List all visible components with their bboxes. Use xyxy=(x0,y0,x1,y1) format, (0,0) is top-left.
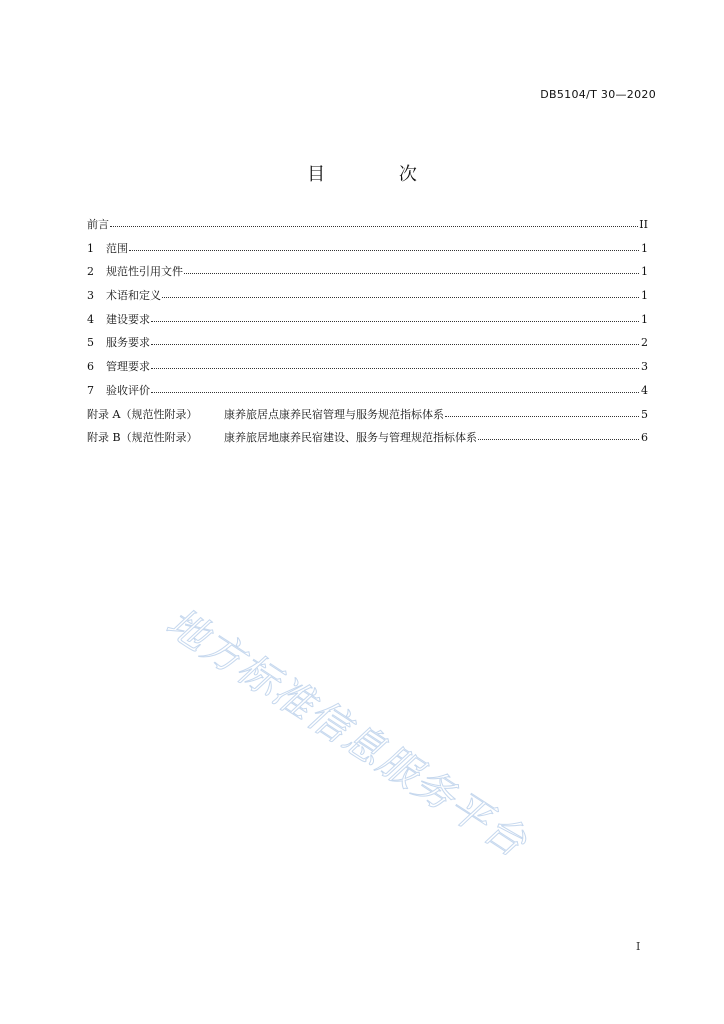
toc-entry-number: 5 xyxy=(87,336,94,350)
toc-entry-annex-b[interactable] xyxy=(87,430,648,454)
table-of-contents xyxy=(87,217,648,454)
toc-entry-page: II xyxy=(639,218,648,231)
page-number: I xyxy=(636,940,641,953)
toc-entry-number: 4 xyxy=(87,312,94,326)
toc-entry-number: 7 xyxy=(87,383,94,397)
toc-leader-dots xyxy=(151,358,639,369)
toc-leader-dots xyxy=(129,240,639,251)
watermark: 地方标准信息服务平台 xyxy=(158,599,536,867)
toc-entry-page: 6 xyxy=(641,431,648,445)
toc-entry-text: 验收评价 xyxy=(106,383,150,397)
toc-entry-text: 术语和定义 xyxy=(106,289,161,303)
page-title: 目 次 xyxy=(307,164,451,185)
toc-entry-page: 4 xyxy=(641,383,648,397)
toc-entry-page: 1 xyxy=(641,312,648,326)
toc-entry-page: 1 xyxy=(641,241,648,255)
toc-entry-annex-a[interactable] xyxy=(87,407,648,431)
toc-entry-text: 服务要求 xyxy=(106,336,150,350)
toc-entry-text: 前言 xyxy=(87,218,109,231)
toc-entry-text: 康养旅居点康养民宿管理与服务规范指标体系 xyxy=(224,407,444,421)
toc-leader-dots xyxy=(151,334,639,345)
toc-entry-1[interactable] xyxy=(87,241,648,265)
toc-entry-number: 6 xyxy=(87,360,94,374)
toc-entry-6[interactable] xyxy=(87,359,648,383)
toc-annex-label: 附录 A（规范性附录） xyxy=(87,407,198,421)
toc-entry-page: 2 xyxy=(641,336,648,350)
toc-leader-dots xyxy=(151,382,639,393)
toc-entry-page: 3 xyxy=(641,360,648,374)
toc-leader-dots xyxy=(184,263,639,274)
toc-entry-text: 建设要求 xyxy=(106,312,150,326)
toc-entry-3[interactable] xyxy=(87,288,648,312)
toc-entry-text: 管理要求 xyxy=(106,360,150,374)
toc-entry-page: 1 xyxy=(641,289,648,303)
toc-entry-foreword[interactable] xyxy=(87,217,648,241)
toc-entry-text: 康养旅居地康养民宿建设、服务与管理规范指标体系 xyxy=(224,431,477,445)
toc-entry-number: 3 xyxy=(87,289,94,303)
toc-entry-text: 范围 xyxy=(106,241,128,255)
toc-entry-text: 规范性引用文件 xyxy=(106,265,183,279)
toc-entry-7[interactable] xyxy=(87,383,648,407)
toc-entry-number: 1 xyxy=(87,241,94,255)
toc-entry-4[interactable] xyxy=(87,312,648,336)
toc-entry-2[interactable] xyxy=(87,264,648,288)
toc-annex-label: 附录 B（规范性附录） xyxy=(87,431,198,445)
toc-leader-dots xyxy=(162,287,639,298)
toc-entry-page: 5 xyxy=(641,407,648,421)
toc-entry-number: 2 xyxy=(87,265,94,279)
document-number: DB5104/T 30—2020 xyxy=(540,88,656,101)
toc-leader-dots xyxy=(151,311,639,322)
toc-leader-dots xyxy=(445,406,639,417)
toc-entry-page: 1 xyxy=(641,265,648,279)
toc-entry-5[interactable] xyxy=(87,335,648,359)
toc-leader-dots xyxy=(478,429,639,440)
toc-leader-dots xyxy=(110,216,638,227)
